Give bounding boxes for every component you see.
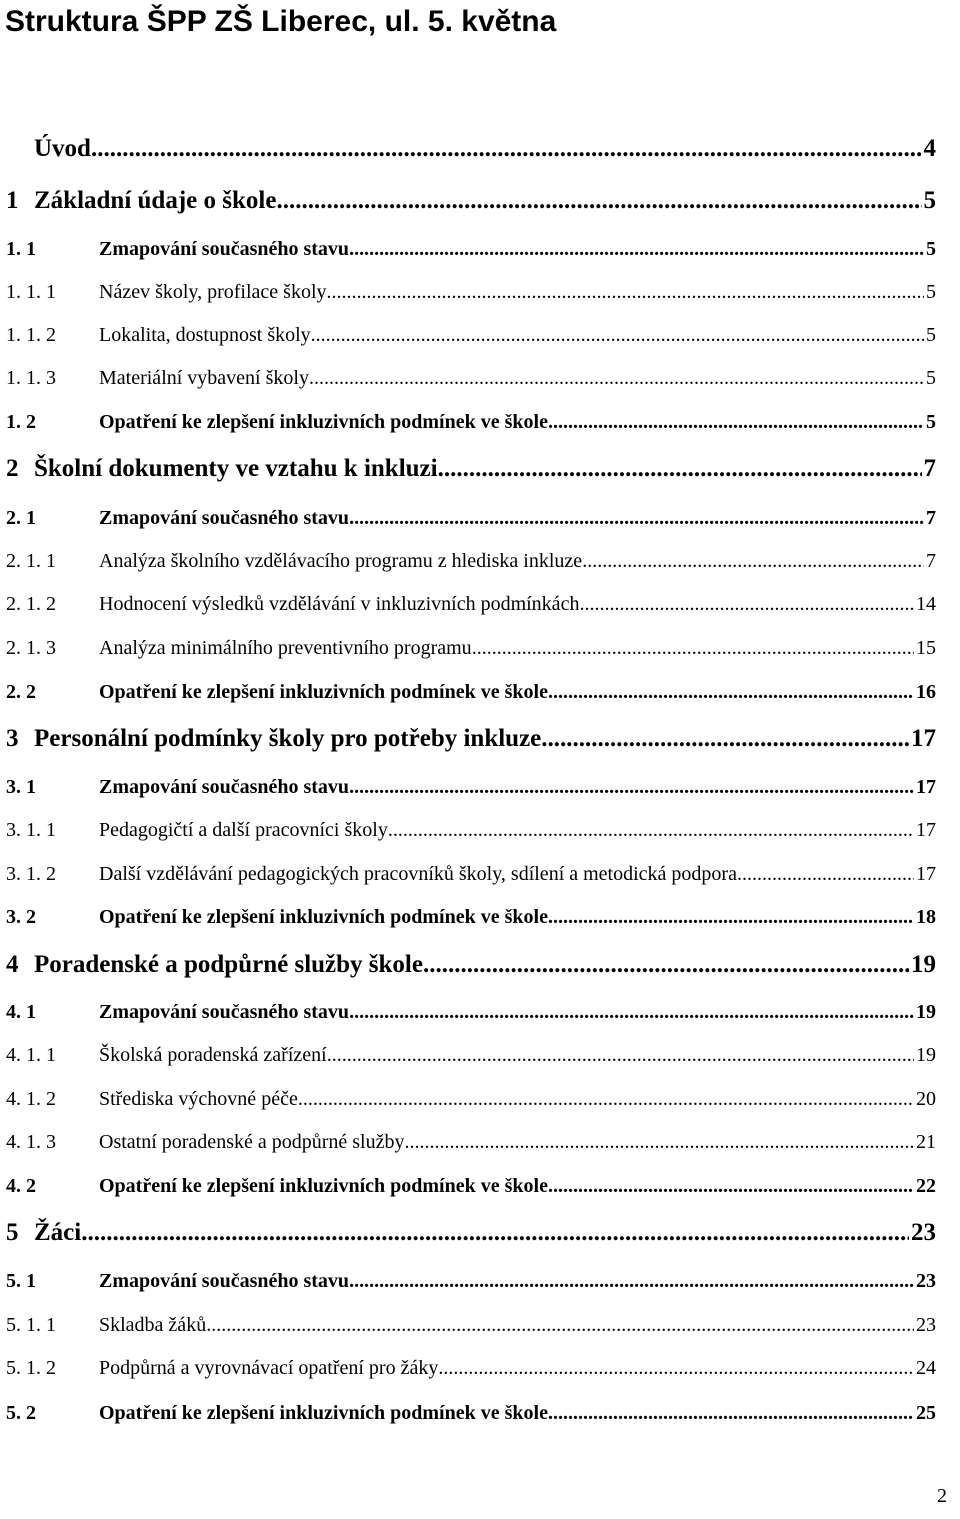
toc-entry-page: 17 bbox=[916, 819, 936, 841]
toc-entry-page: 5 bbox=[926, 411, 936, 433]
toc-entry[interactable] bbox=[6, 1310, 936, 1340]
toc-entry-page: 17 bbox=[916, 863, 936, 885]
toc-entry-page: 17 bbox=[911, 725, 936, 752]
toc-entry-label: Zmapování současného stavu bbox=[99, 238, 350, 260]
toc-entry[interactable] bbox=[6, 902, 936, 932]
toc-entry-number: 1 bbox=[6, 187, 19, 214]
toc-entry-label: Opatření ke zlepšení inkluzivních podmínek ve škole bbox=[99, 411, 548, 433]
toc-dot-leader bbox=[349, 1266, 914, 1296]
toc-entry-page: 22 bbox=[916, 1175, 936, 1197]
toc-entry-label: Hodnocení výsledků vzdělávání v inkluzivních podmínkách bbox=[99, 593, 580, 615]
toc-entry[interactable] bbox=[6, 546, 936, 576]
toc-dot-leader bbox=[438, 452, 922, 486]
toc-entry-page: 25 bbox=[916, 1402, 936, 1424]
toc-dot-leader bbox=[541, 722, 909, 756]
toc-dot-leader bbox=[311, 320, 924, 350]
toc-dot-leader bbox=[388, 815, 914, 845]
toc-entry-label: Podpůrná a vyrovnávací opatření pro žáky bbox=[99, 1357, 439, 1379]
toc-dot-leader bbox=[548, 1398, 914, 1428]
toc-entry-page: 19 bbox=[916, 1044, 936, 1066]
toc-entry-number: 4. 1. 1 bbox=[6, 1044, 56, 1066]
toc-dot-leader bbox=[327, 277, 924, 307]
toc-entry-label: Úvod bbox=[34, 135, 91, 162]
toc-entry[interactable] bbox=[6, 722, 936, 756]
toc-entry-number: 2. 1. 1 bbox=[6, 550, 56, 572]
toc-entry[interactable] bbox=[6, 997, 936, 1027]
toc-entry-page: 21 bbox=[916, 1131, 936, 1153]
toc-dot-leader bbox=[298, 1084, 914, 1114]
toc-dot-leader bbox=[276, 184, 921, 218]
toc-entry-page: 24 bbox=[916, 1357, 936, 1379]
toc-entry[interactable] bbox=[6, 132, 936, 166]
page-title: Struktura ŠPP ZŠ Liberec, ul. 5. května bbox=[5, 5, 557, 38]
toc-entry-number: 4. 1 bbox=[6, 1001, 36, 1023]
toc-entry-label: Další vzdělávání pedagogických pracovníků školy, sdílení a metodická podpora bbox=[99, 863, 737, 885]
toc-dot-leader bbox=[349, 503, 924, 533]
toc-entry-number: 1. 1. 2 bbox=[6, 324, 56, 346]
toc-entry-label: Skladba žáků bbox=[99, 1314, 207, 1336]
toc-entry-page: 18 bbox=[916, 906, 936, 928]
toc-entry-label: Opatření ke zlepšení inkluzivních podmínek ve škole bbox=[99, 681, 548, 703]
toc-entry-page: 5 bbox=[926, 281, 936, 303]
toc-entry-label: Ostatní poradenské a podpůrné služby bbox=[99, 1131, 405, 1153]
toc-entry-label: Střediska výchovné péče bbox=[99, 1088, 298, 1110]
toc-entry-number: 3 bbox=[6, 725, 19, 752]
toc-entry-label: Materiální vybavení školy bbox=[99, 367, 309, 389]
toc-entry[interactable] bbox=[6, 772, 936, 802]
toc-entry-number: 5. 1. 1 bbox=[6, 1314, 56, 1336]
toc-entry-page: 19 bbox=[911, 951, 936, 978]
toc-entry-label: Zmapování současného stavu bbox=[99, 1270, 350, 1292]
toc-entry-label: Zmapování současného stavu bbox=[99, 1001, 350, 1023]
toc-dot-leader bbox=[349, 997, 914, 1027]
toc-entry-number: 1. 1 bbox=[6, 238, 36, 260]
toc-entry-number: 5. 1 bbox=[6, 1270, 36, 1292]
toc-dot-leader bbox=[404, 1127, 914, 1157]
toc-dot-leader bbox=[309, 363, 924, 393]
toc-entry-label: Zmapování současného stavu bbox=[99, 507, 350, 529]
toc-entry-number: 3. 1 bbox=[6, 776, 36, 798]
toc-entry-label: Analýza minimálního preventivního programu bbox=[99, 637, 472, 659]
toc-entry[interactable] bbox=[6, 363, 936, 393]
toc-entry-number: 2. 2 bbox=[6, 681, 36, 703]
toc-entry[interactable] bbox=[6, 589, 936, 619]
toc-entry[interactable] bbox=[6, 677, 936, 707]
toc-entry-label: Opatření ke zlepšení inkluzivních podmínek ve škole bbox=[99, 1402, 548, 1424]
toc-dot-leader bbox=[548, 902, 914, 932]
toc-entry-number: 2. 1 bbox=[6, 507, 36, 529]
toc-entry-page: 19 bbox=[916, 1001, 936, 1023]
toc-entry-label: Poradenské a podpůrné služby škole bbox=[34, 951, 423, 978]
toc-dot-leader bbox=[438, 1353, 914, 1383]
toc-dot-leader bbox=[548, 677, 914, 707]
toc-entry-label: Název školy, profilace školy bbox=[99, 281, 327, 303]
toc-entry[interactable] bbox=[6, 277, 936, 307]
toc-dot-leader bbox=[423, 948, 909, 982]
toc-entry-number: 4. 1. 3 bbox=[6, 1131, 56, 1153]
toc-entry-label: Analýza školního vzdělávacího programu z hlediska inkluze bbox=[99, 550, 583, 572]
toc-dot-leader bbox=[582, 546, 924, 576]
toc-entry-page: 5 bbox=[926, 367, 936, 389]
toc-entry-number: 5 bbox=[6, 1219, 19, 1246]
toc-entry-label: Opatření ke zlepšení inkluzivních podmínek ve škole bbox=[99, 906, 548, 928]
toc-entry-page: 23 bbox=[916, 1270, 936, 1292]
toc-entry[interactable] bbox=[6, 320, 936, 350]
toc-entry[interactable] bbox=[6, 184, 936, 218]
toc-entry-label: Zmapování současného stavu bbox=[99, 776, 350, 798]
toc-entry-number: 5. 2 bbox=[6, 1402, 36, 1424]
toc-entry-page: 5 bbox=[926, 238, 936, 260]
toc-entry[interactable] bbox=[6, 1266, 936, 1296]
toc-entry[interactable] bbox=[6, 1171, 936, 1201]
toc-entry[interactable] bbox=[6, 1040, 936, 1070]
toc-dot-leader bbox=[472, 633, 914, 663]
toc-entry-label: Opatření ke zlepšení inkluzivních podmínek ve škole bbox=[99, 1175, 548, 1197]
toc-entry-label: Základní údaje o škole bbox=[34, 187, 277, 214]
toc-entry[interactable] bbox=[6, 452, 936, 486]
toc-dot-leader bbox=[579, 589, 914, 619]
toc-dot-leader bbox=[548, 1171, 914, 1201]
toc-entry[interactable] bbox=[6, 948, 936, 982]
toc-entry-label: Školní dokumenty ve vztahu k inkluzi bbox=[34, 455, 438, 482]
toc-dot-leader bbox=[349, 772, 914, 802]
toc-dot-leader bbox=[81, 1216, 909, 1250]
toc-entry[interactable] bbox=[6, 633, 936, 663]
toc-entry-number: 1. 1. 3 bbox=[6, 367, 56, 389]
toc-entry[interactable] bbox=[6, 1398, 936, 1428]
toc-entry[interactable] bbox=[6, 859, 936, 889]
toc-entry-page: 15 bbox=[916, 637, 936, 659]
toc-entry-number: 3. 2 bbox=[6, 906, 36, 928]
toc-entry-label: Žáci bbox=[34, 1219, 82, 1246]
toc-entry-page: 16 bbox=[916, 681, 936, 703]
toc-entry-page: 14 bbox=[916, 593, 936, 615]
toc-entry[interactable] bbox=[6, 407, 936, 437]
toc-entry[interactable] bbox=[6, 1216, 936, 1250]
toc-entry-page: 5 bbox=[926, 324, 936, 346]
toc-entry-number: 4. 1. 2 bbox=[6, 1088, 56, 1110]
toc-entry-number: 5. 1. 2 bbox=[6, 1357, 56, 1379]
toc-entry-number: 2. 1. 2 bbox=[6, 593, 56, 615]
toc-entry-number: 4. 2 bbox=[6, 1175, 36, 1197]
toc-entry[interactable] bbox=[6, 815, 936, 845]
toc-dot-leader bbox=[737, 859, 914, 889]
toc-entry-number: 3. 1. 2 bbox=[6, 863, 56, 885]
toc-entry-page: 23 bbox=[916, 1314, 936, 1336]
toc-entry-page: 4 bbox=[923, 135, 936, 162]
toc-entry-number: 2. 1. 3 bbox=[6, 637, 56, 659]
toc-entry[interactable] bbox=[6, 1353, 936, 1383]
toc-entry[interactable] bbox=[6, 503, 936, 533]
toc-entry-page: 17 bbox=[916, 776, 936, 798]
toc-entry[interactable] bbox=[6, 234, 936, 264]
toc-entry-label: Pedagogičtí a další pracovníci školy bbox=[99, 819, 388, 841]
toc-dot-leader bbox=[327, 1040, 914, 1070]
toc-entry-label: Školská poradenská zařízení bbox=[99, 1044, 327, 1066]
toc-entry-number: 4 bbox=[6, 951, 19, 978]
toc-entry-page: 20 bbox=[916, 1088, 936, 1110]
toc-dot-leader bbox=[548, 407, 924, 437]
toc-entry-number: 2 bbox=[6, 455, 19, 482]
toc-entry-page: 7 bbox=[923, 455, 936, 482]
toc-dot-leader bbox=[91, 132, 922, 166]
toc-entry-label: Personální podmínky školy pro potřeby inkluze bbox=[34, 725, 542, 752]
toc-entry-label: Lokalita, dostupnost školy bbox=[99, 324, 311, 346]
toc-entry-number: 1. 2 bbox=[6, 411, 36, 433]
toc-entry-page: 23 bbox=[911, 1219, 936, 1246]
toc-entry-page: 7 bbox=[926, 550, 936, 572]
page-number: 2 bbox=[937, 1485, 947, 1507]
toc-entry-page: 7 bbox=[926, 507, 936, 529]
toc-entry[interactable] bbox=[6, 1127, 936, 1157]
toc-entry-number: 3. 1. 1 bbox=[6, 819, 56, 841]
toc-entry-number: 1. 1. 1 bbox=[6, 281, 56, 303]
toc-entry-page: 5 bbox=[923, 187, 936, 214]
toc-dot-leader bbox=[349, 234, 924, 264]
toc-entry[interactable] bbox=[6, 1084, 936, 1114]
toc-dot-leader bbox=[206, 1310, 914, 1340]
